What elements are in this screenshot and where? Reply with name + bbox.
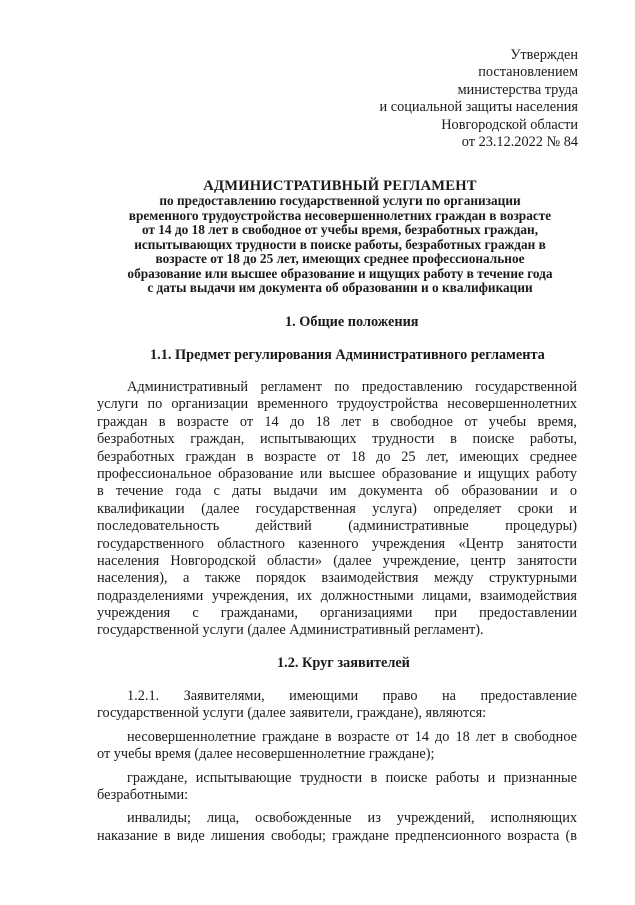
subtitle-line: испытывающих трудности в поиске работы, безработных граждан в (134, 236, 546, 252)
document-subtitle (100, 194, 580, 296)
text-line: Административный регламент по предоставлению государственной (127, 379, 577, 395)
section-heading-subject: 1.1. Предмет регулирования Административного регламента (150, 347, 545, 363)
text-line: в течение года с даты выдачи им документа об образовании и о (97, 483, 577, 500)
document-title: АДМИНИСТРАТИВНЫЙ РЕГЛАМЕНТ (203, 178, 477, 194)
text-line: государственной услуги (далее заявители, граждане), являются: (97, 705, 487, 722)
approval-line: и социальной защиты населения (379, 99, 578, 116)
approval-line: постановлением (478, 64, 578, 81)
text-line: последовательность действий (административные процедуры) (97, 518, 577, 535)
text-line: подразделениями учреждения, их должностными лицами, взаимодействия (97, 587, 577, 604)
approval-line: Утвержден (510, 47, 578, 63)
section-heading-applicants: 1.2. Круг заявителей (277, 655, 410, 671)
text-line: граждане, испытывающие трудности в поиске работы и признанные (127, 769, 577, 786)
text-line: населения Новгородской области» (далее учреждение, центр занятости (97, 552, 577, 569)
approval-date-line: от 23.12.2022 № 84 (461, 134, 578, 151)
paragraph-subject (97, 379, 577, 640)
subtitle-line: от 14 до 18 лет в свободное от учебы время, безработных граждан, (141, 222, 539, 237)
text-line: безработных граждан в возрасте от 18 до 25 лет, имеющих среднее (97, 448, 577, 465)
approval-line: министерства труда (457, 81, 578, 98)
paragraph-applicants (97, 688, 577, 845)
section-heading-general: 1. Общие положения (285, 314, 419, 330)
approval-line: Новгородской области (441, 116, 578, 133)
text-line: инвалиды; лица, освобожденные из учреждений, исполняющих (127, 810, 577, 827)
subtitle-line: возрасте от 18 до 25 лет, имеющих среднее профессиональное (155, 251, 525, 266)
text-line: 1.2.1. Заявителями, имеющими право на предоставление (127, 688, 577, 704)
approval-stamp (380, 47, 578, 151)
text-line: безработными: (97, 786, 189, 803)
document-title-block (100, 178, 580, 296)
text-line: учреждения с гражданами, организациями при предоставлении (97, 605, 577, 622)
subtitle-line: образование или высшее образование и ищущих работу в течение года (127, 265, 553, 281)
text-line: наказание в виде лишения свободы; граждане предпенсионного возраста (в (97, 827, 577, 844)
subtitle-line: по предоставлению государственной услуги по организации (159, 193, 521, 208)
text-line: от учебы время (далее несовершеннолетние граждане); (97, 746, 435, 763)
text-line: профессиональное образование или высшее образование и ищущих работу (97, 465, 577, 482)
text-line: населения), а также порядок взаимодействия между структурными (97, 570, 577, 587)
subtitle-line: временного трудоустройства несовершеннолетних граждан в возрасте (128, 207, 552, 223)
subtitle-line: с даты выдачи им документа об образовании и о квалификации (147, 280, 533, 295)
text-line: безработных граждан, испытывающих трудности в поиске работы, (97, 431, 577, 448)
text-line: услуги по организации временного трудоустройства несовершеннолетних (97, 396, 577, 413)
text-line: граждан в возрасте от 14 до 18 лет в свободное от учебы время, (97, 413, 577, 430)
text-line: несовершеннолетние граждане в возрасте от 14 до 18 лет в свободное (127, 728, 577, 745)
text-line: государственной услуги (далее Административный регламент). (97, 622, 484, 639)
text-line: квалификации (далее государственная услуга) определяет сроки и (97, 500, 577, 517)
text-line: государственного областного казенного учреждения «Центр занятости (97, 535, 577, 552)
